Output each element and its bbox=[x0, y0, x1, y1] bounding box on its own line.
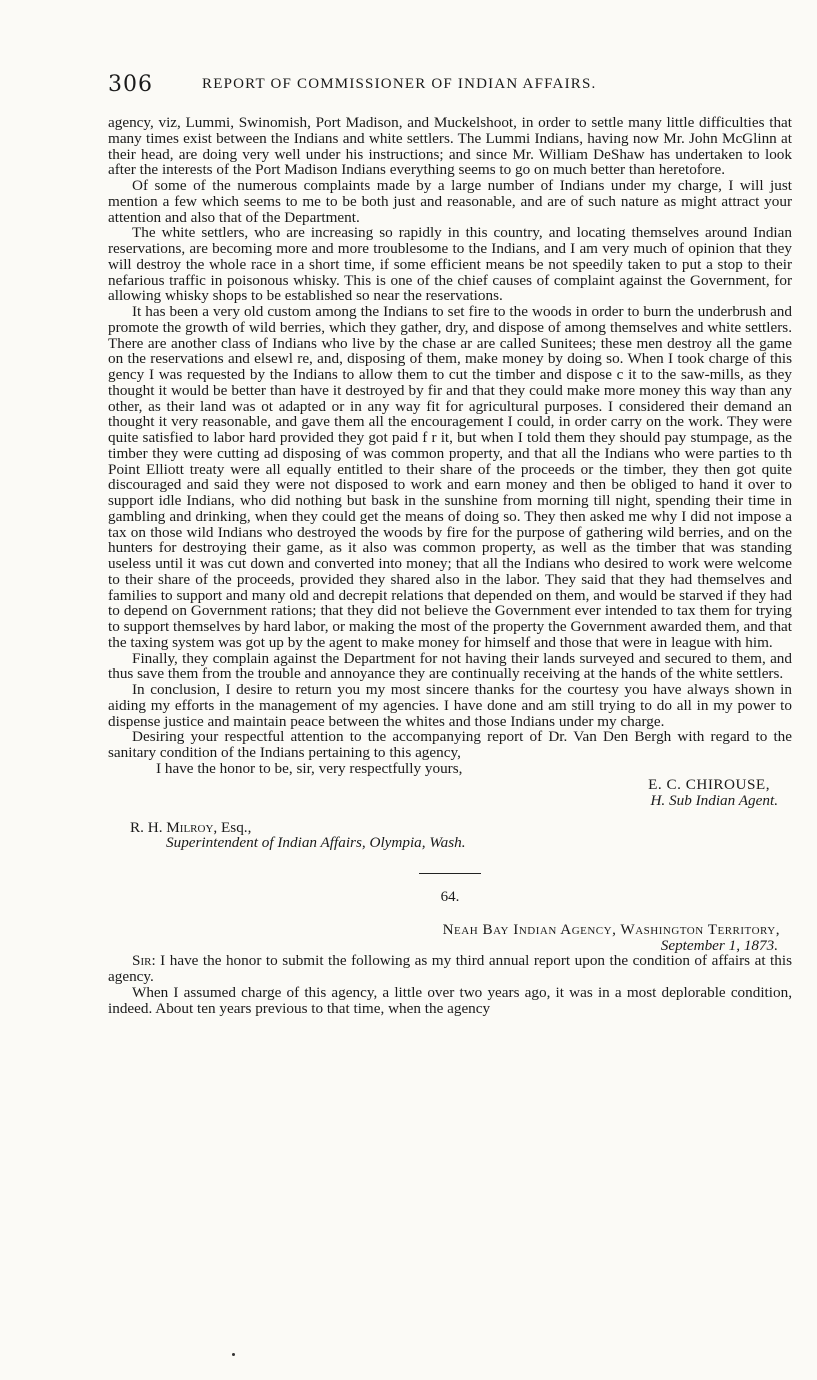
salutation-paragraph bbox=[108, 953, 792, 985]
paragraph: Desiring your respectful attention to the accompanying report of Dr. Van Den Bergh with regard to the sanitary condition of the Indians pertaining to this agency, bbox=[108, 728, 792, 761]
paragraph: Finally, they complain against the Department for not having their lands surveyed and secured to them, and thus save them from the trouble and annoyance they are continually receiving at the hands of the white settlers. bbox=[108, 649, 792, 683]
paragraph: agency, viz, Lummi, Swinomish, Port Madison, and Muckelshoot, in order to settle many little difficulties that many times exist between the Indians and white settlers. The Lummi Indians, having now Mr. John McGlinn at their head, are doing very well under his instructions; and since Mr. William DeShaw has undertaken to look after the interests of the Port Madison Indians everything seems to go on much better than heretofore. bbox=[108, 114, 792, 179]
closing-line: I have the honor to be, sir, very respectfully yours, bbox=[156, 759, 463, 777]
signature-block bbox=[108, 777, 792, 810]
paragraph: When I assumed charge of this agency, a little over two years ago, it was in a most deplorable condition, indeed. About ten years previous to that time, when the agency bbox=[108, 983, 792, 1017]
signature-name: E. C. CHIROUSE, bbox=[648, 775, 770, 793]
addressee-suffix: , Esq., bbox=[213, 818, 252, 836]
report-date: September 1, 1873. bbox=[660, 936, 778, 954]
agency-heading: Neah Bay Indian Agency, Washington Territory, bbox=[442, 920, 780, 938]
page-header bbox=[108, 72, 798, 102]
signature-title: H. Sub Indian Agent. bbox=[650, 791, 778, 809]
salutation-word: Sir bbox=[132, 952, 152, 970]
addressee-name-line bbox=[108, 820, 792, 836]
section-divider bbox=[419, 873, 481, 874]
paragraph: It has been a very old custom among the Indians to set fire to the woods in order to burn the underbrush and promote the growth of wild berries, which they gather, dry, and dispose of among themselves and white settlers. There are another class of Indians who live by the chase ar are called Sunitees; these men destroy all the game on the reservations and elsewl re, and, disposing of them, make money by doing so. When I took charge of this gency I was requested by the Indians to allow them to cut the timber and dispose c it to the saw-mills, as they thought it would be better than have it destroyed by fir and that they could make more money this way than any other, as their land was ot adapted or in any way fit for agricultural purposes. I considered their demand an thought it very reasonable, and gave them all the encouragement I could, in order carry on the work. They were quite satisfied to labor hard provided they got paid f r it, but when I told them they should pay stumpage, as the timber they were cutting ad disposing of was common property, and that all the Indians who were parties to th Point Elliott treaty were all equally entitled to their share of the proceeds or the timber, they then got quite discouraged and said they were not disposed to work and earn money and then be obliged to hand it over to support idle Indians, who did nothing but bask in the sunshine from morning till night, spending their time in gambling and drinking, when they could get the means of doing so. They then asked me why I did not impose a tax on those wild Indians who destroyed the woods by fire for the purpose of gathering wild berries, and on the hunters for destroying their game, as it also was common property, as well as the timber that was standing useless until it was cut down and converted into money; that all the Indians who desired to work were welcome to their share of the proceeds, provided they shared also in the labor. They said that they had themselves and families to support and many old and decrepit relations that depended on them, and would be starved if they had to depend on Government rations; that they did not believe the Government ever intended to tax them for trying to support themselves by hard labor, or making the most of the property the Government awarded them, and that the taxing system was got up by the agent to make money for himself and those that were in league with him. bbox=[108, 303, 792, 651]
addressee bbox=[108, 820, 792, 852]
paragraph: Of some of the numerous complaints made by a large number of Indians under my charge, I will just mention a few which seems to me to be both just and reasonable, and are of such nature as might attract your attention and also that of the Department. bbox=[108, 177, 792, 226]
page-number: 306 bbox=[108, 72, 153, 97]
addressee-title: Superintendent of Indian Affairs, Olympia, Wash. bbox=[166, 834, 466, 852]
salutation-text: : I have the honor to submit the following as my third annual report upon the condition of affairs at this agency. bbox=[108, 952, 792, 985]
ink-speck bbox=[232, 1353, 235, 1356]
running-head: REPORT OF COMMISSIONER OF INDIAN AFFAIRS. bbox=[202, 76, 597, 92]
addressee-name: R. H. Milroy bbox=[130, 818, 214, 836]
paragraph: In conclusion, I desire to return you my most sincere thanks for the courtesy you have always shown in aiding my efforts in the management of my agencies. I have done and am still trying to do all in my power to dispense justice and maintain peace between the whites and those Indians under my charge. bbox=[108, 681, 792, 730]
paragraph: The white settlers, who are increasing so rapidly in this country, and locating themselves around Indian reservations, are becoming more and more troublesome to the Indians, and I am very much of opinion that they will destroy the whole race in a short time, if some efficient means be not speedily taken to put a stop to their nefarious traffic in poisonous whisky. This is one of the chief causes of complaint against the Government, for allowing whisky shops to be established so near the reservations. bbox=[108, 224, 792, 305]
page-body bbox=[108, 115, 792, 1016]
report-number: 64. bbox=[440, 889, 460, 905]
